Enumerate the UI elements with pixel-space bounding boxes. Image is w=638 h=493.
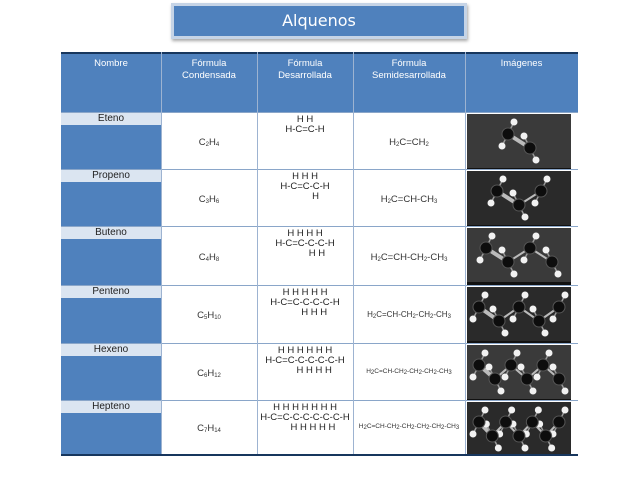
carbon-atom <box>553 416 565 428</box>
developed-formula: H H H-C=C-H <box>285 114 325 135</box>
butene-ball-and-stick-model <box>467 228 571 285</box>
hydrogen-atom <box>533 157 540 164</box>
carbon-atom <box>540 430 552 442</box>
carbon-atom <box>524 142 536 154</box>
carbon-atom <box>489 373 501 385</box>
alkene-name: Eteno <box>97 113 125 124</box>
alkene-name: Hepteno <box>92 401 130 412</box>
semideveloped-formula: $H_2C=CH_2$ <box>389 136 429 148</box>
name-cell <box>61 344 161 400</box>
table-row <box>61 400 578 454</box>
pentene-ball-and-stick-model <box>467 287 571 343</box>
hydrogen-atom <box>510 190 517 197</box>
column-divider <box>257 52 258 456</box>
carbon-atom <box>513 430 525 442</box>
column-divider <box>161 52 162 456</box>
header-desarrollada: Fórmula Desarrollada <box>278 58 332 81</box>
hydrogen-atom <box>489 233 496 240</box>
hydrogen-atom <box>550 316 557 323</box>
carbon-atom <box>537 359 549 371</box>
hydrogen-atom <box>511 271 518 278</box>
hydrogen-atom <box>482 350 489 357</box>
carbon-atom <box>553 301 565 313</box>
semideveloped-formula: $H_2C=CH-CH_3$ <box>380 193 438 205</box>
header-semidesarrollada: Fórmula Semidesarrollada <box>372 58 446 81</box>
carbon-atom <box>491 185 503 197</box>
carbon-atom <box>473 416 485 428</box>
alkene-name: Penteno <box>92 286 130 297</box>
carbon-atom <box>502 256 514 268</box>
hydrogen-atom <box>470 374 477 381</box>
table-row <box>61 343 578 400</box>
carbon-atom <box>521 373 533 385</box>
condensed-formula: $C_5H_{10}$ <box>197 310 221 321</box>
hydrogen-atom <box>522 292 529 299</box>
name-cell <box>61 170 161 226</box>
hydrogen-atom <box>548 445 555 452</box>
carbon-atom <box>553 373 565 385</box>
table-bottom-border <box>61 454 578 456</box>
developed-formula: H H H H H H H H-C=C-C-C-C-C-C-H H H H H H <box>260 402 350 433</box>
header-condensada: Fórmula Condensada <box>182 58 236 81</box>
hydrogen-atom <box>546 350 553 357</box>
hydrogen-atom <box>542 330 549 337</box>
hydrogen-atom <box>562 407 569 414</box>
developed-formula: H H H H H H-C=C-C-C-C-H H H H <box>270 287 340 318</box>
hydrogen-atom <box>477 257 484 264</box>
hydrogen-atom <box>544 176 551 183</box>
hydrogen-atom <box>482 407 489 414</box>
carbon-atom <box>524 242 536 254</box>
hydrogen-atom <box>495 445 502 452</box>
hydrogen-atom <box>562 292 569 299</box>
table-header <box>61 52 578 112</box>
developed-formula: H H H H H H H-C=C-C-C-C-C-H H H H H <box>265 345 345 376</box>
hydrogen-atom <box>514 350 521 357</box>
condensed-formula: $C_4H_8$ <box>198 251 220 263</box>
hydrogen-atom <box>534 374 541 381</box>
carbon-atom <box>473 301 485 313</box>
hydrogen-atom <box>562 388 569 395</box>
hydrogen-atom <box>499 143 506 150</box>
column-divider <box>353 52 354 456</box>
heptene-ball-and-stick-model <box>467 402 571 454</box>
hydrogen-atom <box>533 233 540 240</box>
condensed-formula: $C_7H_{14}$ <box>197 423 221 434</box>
carbon-atom <box>473 359 485 371</box>
carbon-atom <box>502 128 514 140</box>
developed-formula: H H H H-C=C-C-H H <box>280 171 330 202</box>
hydrogen-atom <box>535 407 542 414</box>
header-imagenes: Imágenes <box>500 58 543 69</box>
slide-title: Alquenos <box>171 3 467 39</box>
alkene-name: Propeno <box>92 170 130 181</box>
carbon-atom <box>500 416 512 428</box>
carbon-atom <box>480 242 492 254</box>
hydrogen-atom <box>508 407 515 414</box>
hydrogen-atom <box>522 214 529 221</box>
hydrogen-atom <box>550 364 557 371</box>
semideveloped-formula: $H_2C=CH-CH_2-CH_3$ <box>370 251 448 263</box>
hydrogen-atom <box>532 200 539 207</box>
hydrogen-atom <box>555 271 562 278</box>
name-cell <box>61 227 161 285</box>
carbon-atom <box>513 301 525 313</box>
semideveloped-formula: $H_2C=CH-CH_2-CH_2-CH_2-CH_2-CH_3$ <box>358 423 460 431</box>
carbon-atom <box>493 315 505 327</box>
hydrogen-atom <box>521 133 528 140</box>
hydrogen-atom <box>482 292 489 299</box>
condensed-formula: $C_3H_6$ <box>198 193 220 205</box>
hydrogen-atom <box>518 364 525 371</box>
hydrogen-atom <box>522 445 529 452</box>
carbon-atom <box>513 199 525 211</box>
hydrogen-atom <box>502 374 509 381</box>
hydrogen-atom <box>498 388 505 395</box>
name-cell <box>61 401 161 454</box>
hydrogen-atom <box>502 330 509 337</box>
table-row <box>61 285 578 343</box>
carbon-atom <box>526 416 538 428</box>
hydrogen-atom <box>486 364 493 371</box>
hydrogen-atom <box>500 176 507 183</box>
hydrogen-atom <box>499 247 506 254</box>
condensed-formula: $C_2H_4$ <box>198 136 220 148</box>
hydrogen-atom <box>521 257 528 264</box>
table-row <box>61 112 578 169</box>
hydrogen-atom <box>470 316 477 323</box>
table-row <box>61 169 578 226</box>
hexene-ball-and-stick-model <box>467 345 571 400</box>
propene-ball-and-stick-model <box>467 171 571 226</box>
alkene-name: Hexeno <box>93 344 129 355</box>
hydrogen-atom <box>490 306 497 313</box>
hydrogen-atom <box>530 306 537 313</box>
hydrogen-atom <box>510 316 517 323</box>
hydrogen-atom <box>488 200 495 207</box>
column-divider <box>465 52 466 456</box>
developed-formula: H H H H H-C=C-C-C-H H H <box>275 228 335 259</box>
semideveloped-formula: $H_2C=CH-CH_2-CH_2-CH_2-CH_3$ <box>366 367 452 376</box>
alkenes-table <box>61 52 578 456</box>
hydrogen-atom <box>530 388 537 395</box>
carbon-atom <box>505 359 517 371</box>
hydrogen-atom <box>470 431 477 438</box>
alkene-name: Buteno <box>95 227 127 238</box>
carbon-atom <box>533 315 545 327</box>
hydrogen-atom <box>511 119 518 126</box>
hydrogen-atom <box>543 247 550 254</box>
header-nombre: Nombre <box>94 58 128 69</box>
condensed-formula: $C_6H_{12}$ <box>197 367 221 379</box>
carbon-atom <box>546 256 558 268</box>
name-cell <box>61 286 161 343</box>
carbon-atom <box>535 185 547 197</box>
name-cell <box>61 113 161 169</box>
table-row <box>61 226 578 285</box>
carbon-atom <box>486 430 498 442</box>
semideveloped-formula: $H_2C=CH-CH_2-CH_2-CH_3$ <box>367 310 451 320</box>
ethene-ball-and-stick-model <box>467 114 571 169</box>
